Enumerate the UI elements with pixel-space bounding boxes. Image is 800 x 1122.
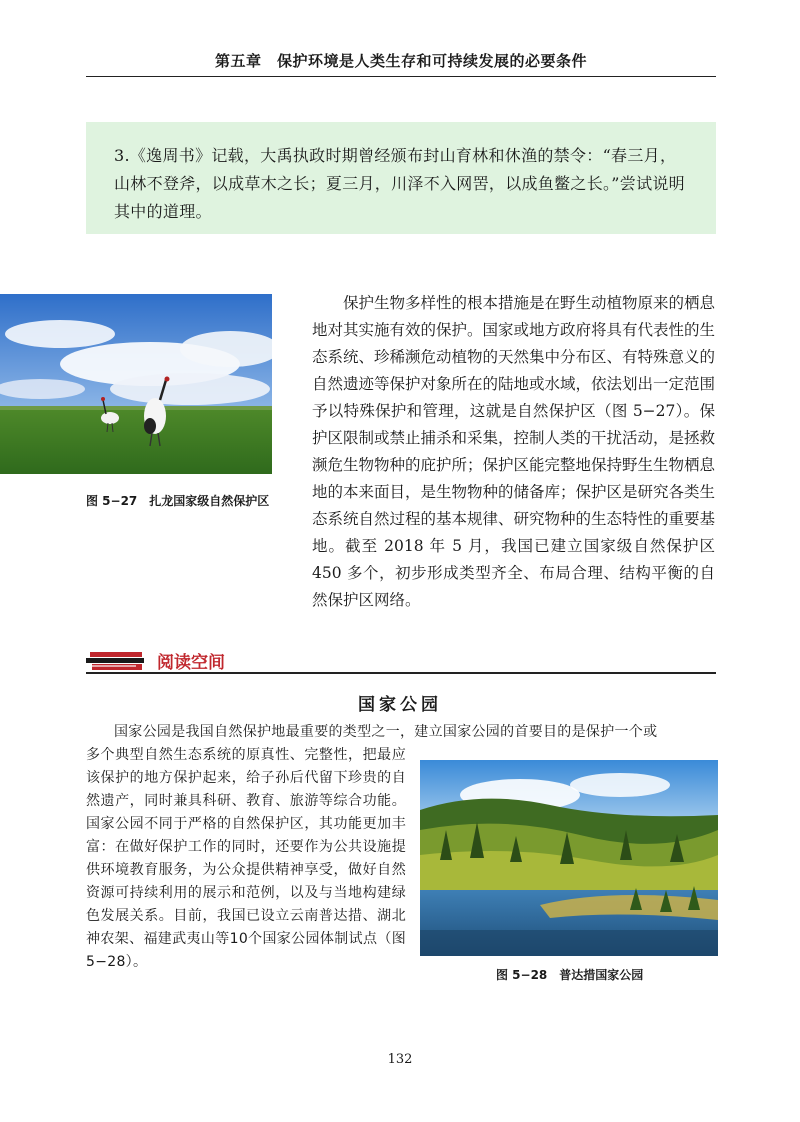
pudacuo-image	[420, 760, 718, 956]
exercise-box	[86, 122, 716, 234]
figure-caption-5-27: 图 5−27 扎龙国家级自然保护区	[86, 494, 270, 508]
exercise-text: 3.《逸周书》记载，大禹执政时期曾经颁布封山育林和休渔的禁令：“春三月，山林不登斧，以成草木之长；夏三月，川泽不入网罟，以成鱼鳖之长。”尝试说明其中的道理。	[114, 146, 685, 221]
article-body: 多个典型自然生态系统的原真性、完整性，把最应该保护的地方保护起来，给子孙后代留下珍贵的自然遗产，同时兼具科研、教育、旅游等综合功能。国家公园不同于严格的自然保护区，其功能更加丰富：在做好保护工作的同时，还要作为公共设施提供环境教育服务，为公众提供精神享受，做好自然资源可持续利用的展示和范例，以及与当地构建绿色发展关系。目前，我国已设立云南普达措、湖北神农架、福建武夷山等10个国家公园体制试点（图 5−28）。	[86, 747, 406, 970]
page-number: 132	[387, 1052, 413, 1067]
reading-section-header	[86, 648, 716, 674]
zhalong-image	[0, 294, 272, 474]
main-paragraph: 保护生物多样性的根本措施是在野生动植物原来的栖息地对其实施有效的保护。国家或地方政府将具有代表性的生态系统、珍稀濒危动植物的天然集中分布区、有特殊意义的自然遗迹等保护对象所在的陆地或水域，依法划出一定范围予以特殊保护和管理，这就是自然保护区（图 5−27）。保护区限制或禁止捕杀和采集，控制人类的干扰活动，是拯救濒危生物物种的庇护所；保护区能完整地保持野生生物栖息地的本来面目，是生物物种的储备库；保护区是研究各类生态系统自然过程的基本规律、研究物种的生态特性的重要基地。截至 2018 年 5 月，我国已建立国家级自然保护区 450 多个，初步形成类型齐全、布局合理、结构平衡的自然保护区网络。	[312, 294, 716, 609]
reading-section-title: 阅读空间	[157, 653, 225, 673]
pudacuo-park-photo	[420, 760, 718, 956]
figure-caption-5-28: 图 5−28 普达措国家公园	[496, 968, 644, 982]
zhalong-reserve-photo	[0, 294, 272, 474]
article-title: 国家公园	[358, 695, 442, 715]
chapter-header: 第五章 保护环境是人类生存和可持续发展的必要条件	[86, 50, 716, 77]
article-first-line: 国家公园是我国自然保护地最重要的类型之一，建立国家公园的首要目的是保护一个或	[114, 724, 658, 740]
books-icon	[86, 650, 146, 672]
